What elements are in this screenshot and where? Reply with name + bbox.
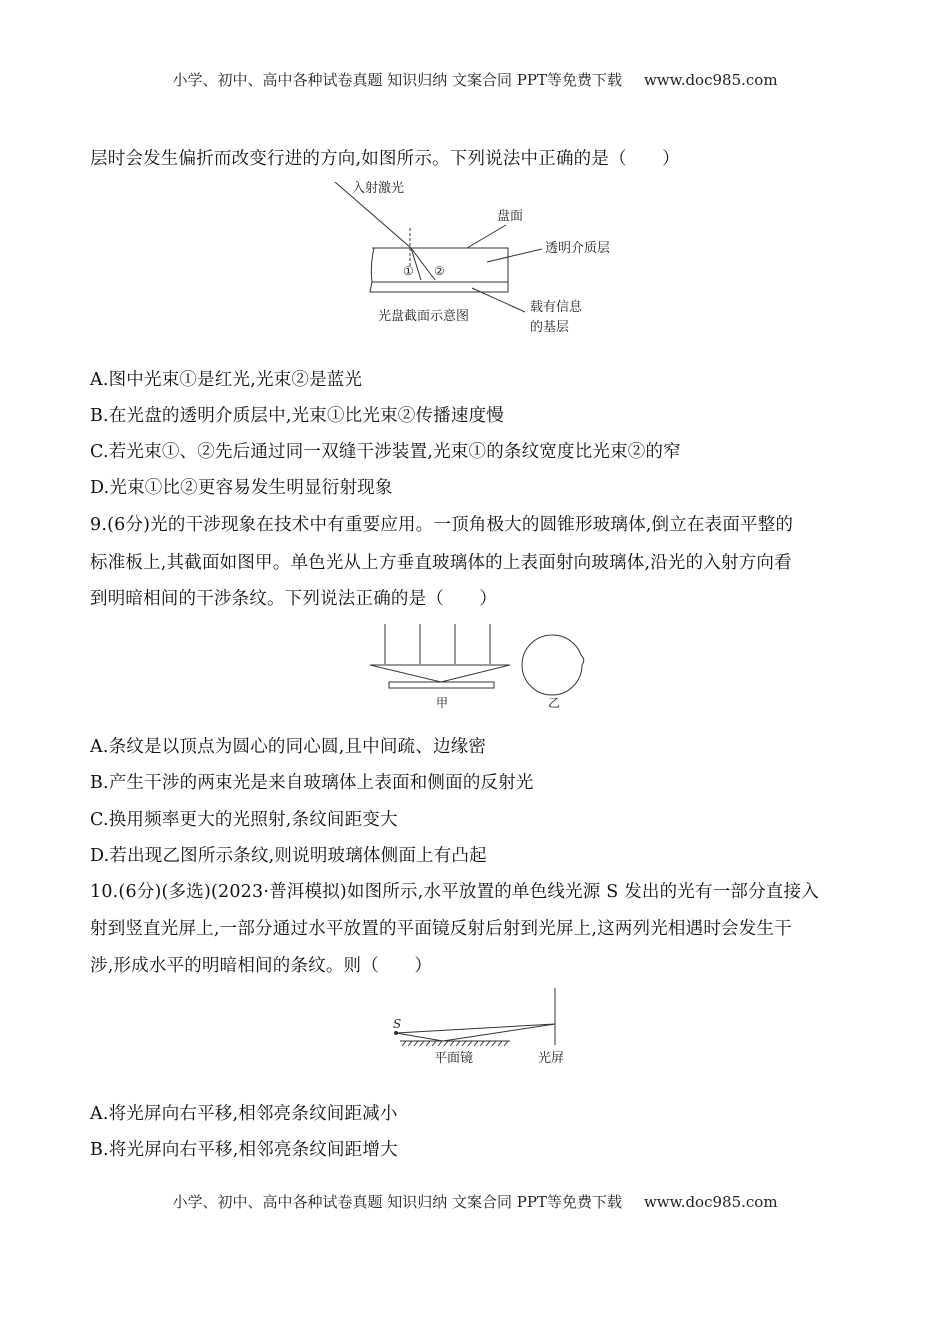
q8-stem: 层时会发生偏折而改变行进的方向,如图所示。下列说法中正确的是（ ） xyxy=(90,149,680,169)
q9-option-c: C.换用频率更大的光照射,条纹间距变大 xyxy=(90,810,398,830)
q8-option-a: A.图中光束①是红光,光束②是蓝光 xyxy=(90,370,363,390)
q8-option-c: C.若光束①、②先后通过同一双缝干涉装置,光束①的条纹宽度比光束②的窄 xyxy=(90,442,681,462)
q9-stem-line: 到明暗相间的干涉条纹。下列说法正确的是（ ） xyxy=(90,589,498,609)
label-beam-1: ① xyxy=(403,264,414,278)
q10-option-a: A.将光屏向右平移,相邻亮条纹间距减小 xyxy=(90,1104,398,1124)
label-mirror: 平面镜 xyxy=(434,1051,474,1066)
q9-stem-line: 9.(6分)光的干涉现象在技术中有重要应用。一顶角极大的圆锥形玻璃体,倒立在表面平整的 xyxy=(90,515,794,535)
q9-option-d: D.若出现乙图所示条纹,则说明玻璃体侧面上有凸起 xyxy=(90,846,487,866)
header-site[interactable]: www.doc985.com xyxy=(643,71,778,89)
label-transparent-layer: 透明介质层 xyxy=(545,241,611,256)
label-beam-2: ② xyxy=(434,264,445,278)
q10-stem-line: 射到竖直光屏上,一部分通过水平放置的平面镜反射后射到光屏上,这两列光相遇时会发生干 xyxy=(90,919,792,939)
q9-option-a: A.条纹是以顶点为圆心的同心圆,且中间疏、边缘密 xyxy=(90,737,487,757)
mirror-interference-diagram xyxy=(396,988,555,1046)
q8-option-d: D.光束①比②更容易发生明显衍射现象 xyxy=(90,478,393,498)
footer-text: 小学、初中、高中各种试卷真题 知识归纳 文案合同 PPT等免费下载 xyxy=(172,1193,622,1211)
footer-site[interactable]: www.doc985.com xyxy=(643,1193,778,1211)
q9-stem-line: 标准板上,其截面如图甲。单色光从上方垂直玻璃体的上表面射向玻璃体,沿光的入射方向看 xyxy=(90,553,792,573)
label-base-line1: 载有信息 xyxy=(530,300,583,315)
header-text: 小学、初中、高中各种试卷真题 知识归纳 文案合同 PPT等免费下载 xyxy=(172,71,622,89)
q8-option-b: B.在光盘的透明介质层中,光束①比光束②传播速度慢 xyxy=(90,406,504,426)
cone-glass-diagram xyxy=(370,624,584,695)
label-disc-surface: 盘面 xyxy=(497,209,524,224)
disc-cross-section-diagram xyxy=(335,182,542,312)
page-footer xyxy=(0,1191,950,1212)
label-screen: 光屏 xyxy=(538,1051,565,1066)
label-base-line2: 的基层 xyxy=(530,320,570,335)
q10-option-b: B.将光屏向右平移,相邻亮条纹间距增大 xyxy=(90,1140,398,1160)
q10-stem-line: 涉,形成水平的明暗相间的条纹。则（ ） xyxy=(90,956,433,976)
label-jia: 甲 xyxy=(436,696,449,710)
q9-option-b: B.产生干涉的两束光是来自玻璃体上表面和侧面的反射光 xyxy=(90,773,534,793)
figure-caption: 光盘截面示意图 xyxy=(378,309,470,324)
label-source-s: S xyxy=(393,1017,402,1031)
label-incident-laser: 入射激光 xyxy=(352,181,405,196)
q10-stem-line: 10.(6分)(多选)(2023·普洱模拟)如图所示,水平放置的单色线光源 S 发出的光有一部分直接入 xyxy=(90,882,819,902)
label-yi: 乙 xyxy=(548,696,561,710)
